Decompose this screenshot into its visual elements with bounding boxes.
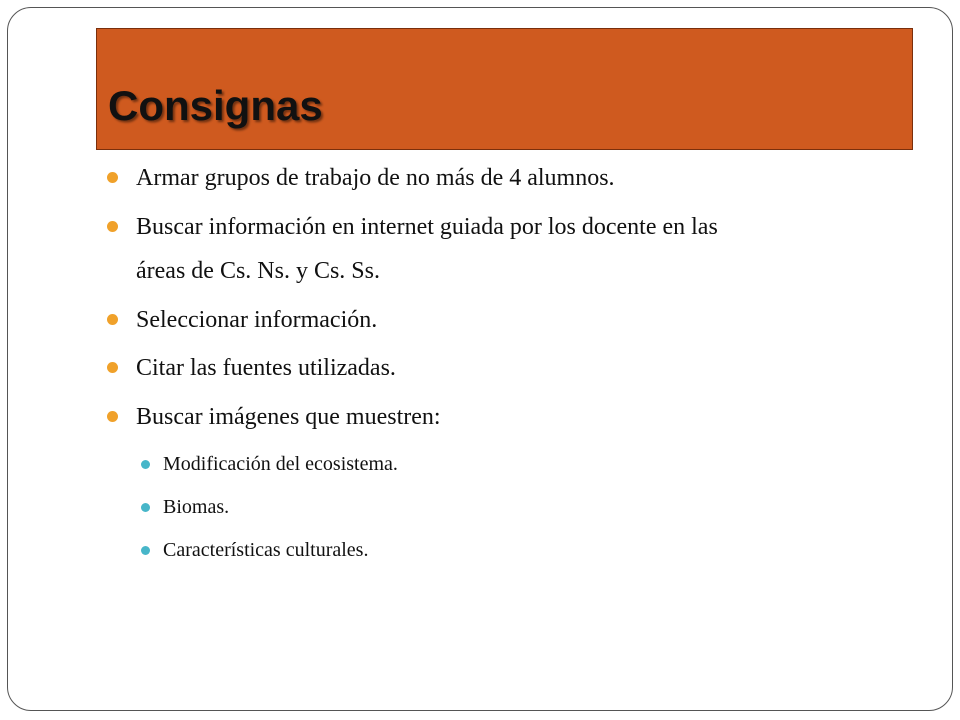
sub-bullet-dot-icon bbox=[141, 460, 150, 469]
bullet-item: Buscar información en internet guiada por los docente en las bbox=[136, 214, 718, 240]
bullet-dot-icon bbox=[107, 172, 118, 183]
bullet-item: Citar las fuentes utilizadas. bbox=[136, 355, 396, 381]
slide-title: Consignas bbox=[108, 82, 323, 129]
bullet-dot-icon bbox=[107, 221, 118, 232]
bullet-item: Buscar imágenes que muestren: bbox=[136, 404, 441, 430]
bullet-item: Seleccionar información. bbox=[136, 307, 378, 333]
bullet-dot-icon bbox=[107, 362, 118, 373]
sub-bullet-item: Características culturales. bbox=[163, 539, 369, 561]
sub-bullet-dot-icon bbox=[141, 546, 150, 555]
bullet-dot-icon bbox=[107, 314, 118, 325]
bullet-dot-icon bbox=[107, 411, 118, 422]
sub-bullet-item: Modificación del ecosistema. bbox=[163, 453, 398, 475]
sub-bullet-dot-icon bbox=[141, 503, 150, 512]
bullet-item-continuation: áreas de Cs. Ns. y Cs. Ss. bbox=[136, 258, 380, 284]
bullet-item: Armar grupos de trabajo de no más de 4 alumnos. bbox=[136, 165, 615, 191]
sub-bullet-item: Biomas. bbox=[163, 496, 230, 518]
